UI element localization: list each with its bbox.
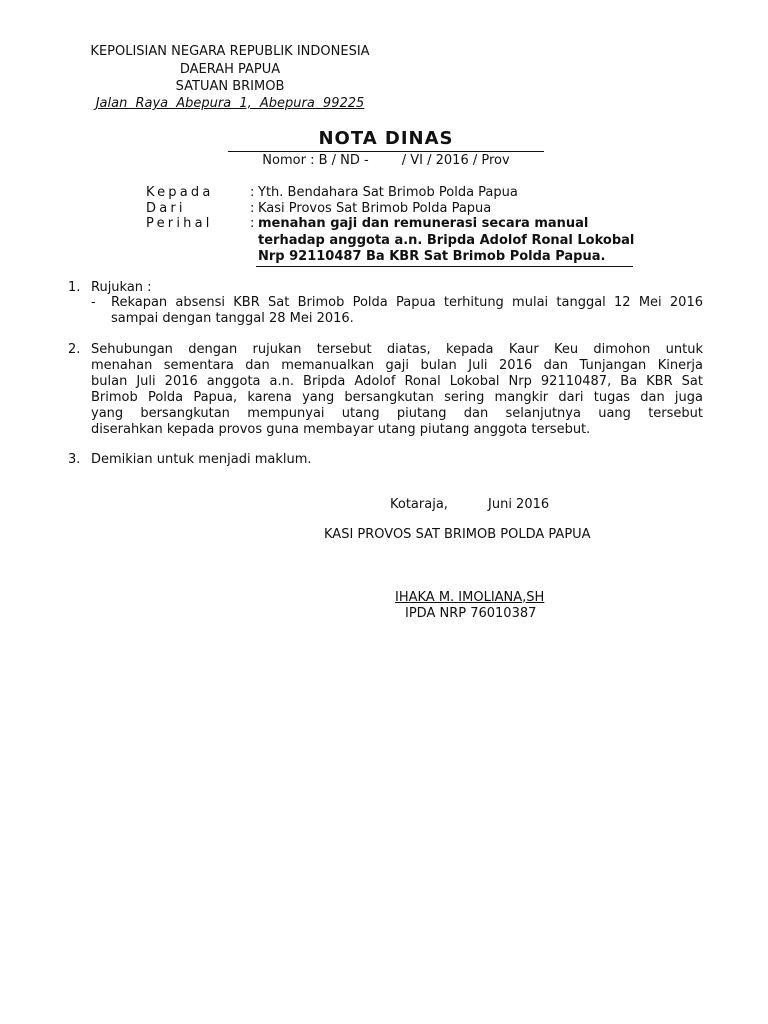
perihal-line-2: terhadap anggota a.n. Bripda Adolof Ronal Lokobal <box>258 233 635 248</box>
unit-name: SATUAN BRIMOB <box>175 79 285 94</box>
kepada-value: Yth. Bendahara Sat Brimob Polda Papua <box>258 185 518 200</box>
rekapan-text: Rekapan absensi KBR Sat Brimob Polda Papua terhitung mulai tanggal 12 Mei 2016 sampai dengan tanggal 28 Mei 2016. <box>111 295 703 326</box>
perihal-colon: : <box>250 216 255 231</box>
list-dash: - <box>91 295 96 310</box>
paragraph-line: Sehubungan dengan rujukan tersebut diatas, kepada Kaur Keu dimohon untuk <box>91 342 703 357</box>
paragraph-line: yang bersangkutan mempunyai utang piutang dan selanjutnya uang tersebut <box>91 406 703 421</box>
paragraph-line: Brimob Polda Papua, karena yang bersangkutan sering mangkir dari tugas dan juga <box>91 390 703 405</box>
perihal-line-1: menahan gaji dan remunerasi secara manual <box>258 216 589 231</box>
kepada-label: Kepada <box>146 185 214 200</box>
paragraph-line: menahan sementara dan memanualkan gaji bulan Juli 2016 dan Tunjangan Kinerja <box>91 358 703 373</box>
perihal-underline <box>256 266 633 267</box>
region-name: DAERAH PAPUA <box>179 62 281 77</box>
signature-place: Kotaraja, <box>390 497 448 512</box>
paragraph-line: bulan Juli 2016 anggota a.n. Bripda Adolof Ronal Lokobal Nrp 92110487, Ba KBR Sat <box>91 374 703 389</box>
kepada-colon: : <box>250 185 255 200</box>
paragraph-2 <box>91 342 703 438</box>
address: Jalan Raya Abepura 1, Abepura 99225 <box>95 96 365 111</box>
item-number: 1. <box>68 280 81 295</box>
signature-date: Juni 2016 <box>488 497 550 512</box>
item-number: 2. <box>68 342 81 357</box>
dari-colon: : <box>250 201 255 216</box>
signer-rank-nrp: IPDA NRP 76010387 <box>405 606 537 621</box>
rujukan-heading: Rujukan : <box>91 280 152 295</box>
dari-value: Kasi Provos Sat Brimob Polda Papua <box>258 201 492 216</box>
item-number: 3. <box>68 452 81 467</box>
signer-position: KASI PROVOS SAT BRIMOB POLDA PAPUA <box>324 527 591 542</box>
perihal-label: Perihal <box>146 216 213 231</box>
closing-text: Demikian untuk menjadi maklum. <box>91 452 312 467</box>
signer-name: IHAKA M. IMOLIANA,SH <box>395 590 545 605</box>
institution-name: KEPOLISIAN NEGARA REPUBLIK INDONESIA <box>90 44 370 59</box>
document-title: NOTA DINAS <box>318 128 454 149</box>
perihal-line-3: Nrp 92110487 Ba KBR Sat Brimob Polda Papua. <box>258 249 606 264</box>
dari-label: Dari <box>146 201 186 216</box>
document-number: Nomor : B / ND - / VI / 2016 / Prov <box>228 151 544 169</box>
paragraph-line: diserahkan kepada provos guna membayar utang piutang anggota tersebut. <box>91 422 591 437</box>
